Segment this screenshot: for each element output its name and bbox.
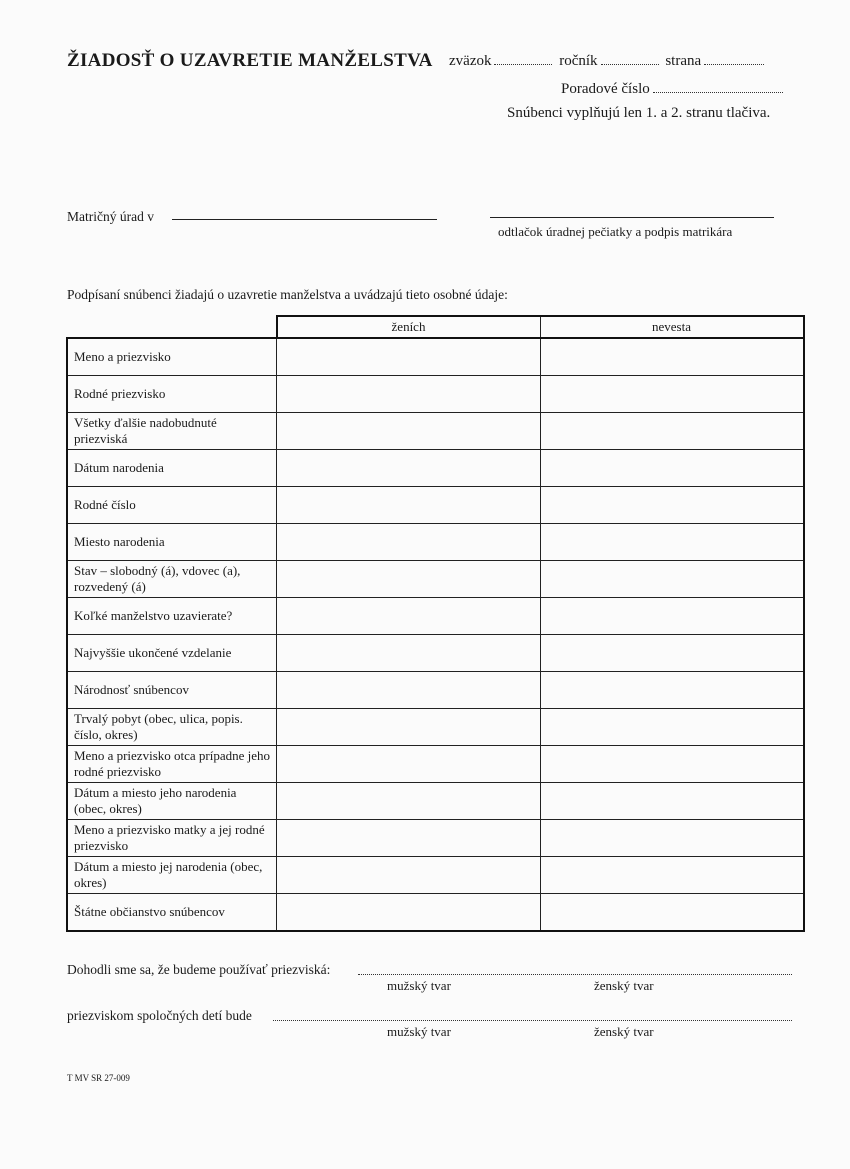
row-label: Koľké manželstvo uzavierate?: [67, 598, 277, 635]
page-field[interactable]: [704, 52, 764, 65]
bride-cell[interactable]: [540, 672, 804, 709]
children-surname-label: priezviskom spoločných detí bude: [67, 1008, 252, 1023]
groom-cell[interactable]: [277, 783, 541, 820]
row-label: Dátum a miesto jeho narodenia (obec, okres): [67, 783, 277, 820]
table-row: [67, 524, 804, 561]
row-label: Meno a priezvisko matky a jej rodné priezvisko: [67, 820, 277, 857]
table-row: [67, 487, 804, 524]
groom-cell[interactable]: [277, 487, 541, 524]
female-form-label: ženský tvar: [594, 1024, 654, 1039]
order-number-label: Poradové číslo: [561, 81, 650, 97]
table-row: [67, 338, 804, 376]
order-number-field[interactable]: [653, 80, 783, 93]
bride-cell[interactable]: [540, 487, 804, 524]
groom-cell[interactable]: [277, 672, 541, 709]
bride-cell[interactable]: [540, 709, 804, 746]
bride-cell[interactable]: [540, 894, 804, 932]
form-code: T MV SR 27-009: [67, 1073, 130, 1083]
page-label: strana: [665, 53, 702, 69]
row-label: Meno a priezvisko: [67, 338, 277, 376]
row-label: Dátum narodenia: [67, 450, 277, 487]
registry-office-label: Matričný úrad v: [67, 209, 154, 224]
table-header: [67, 316, 804, 338]
bride-cell[interactable]: [540, 413, 804, 450]
year-field[interactable]: [601, 52, 659, 65]
groom-cell[interactable]: [277, 524, 541, 561]
row-label: Meno a priezvisko otca prípadne jeho rodné priezvisko: [67, 746, 277, 783]
groom-cell[interactable]: [277, 746, 541, 783]
bride-cell[interactable]: [540, 820, 804, 857]
order-number: [561, 80, 786, 98]
children-surname-field[interactable]: [273, 1008, 792, 1021]
bride-cell[interactable]: [540, 376, 804, 413]
groom-cell[interactable]: [277, 413, 541, 450]
agreed-surnames-label: Dohodli sme sa, že budeme používať priezviská:: [67, 962, 331, 977]
groom-cell[interactable]: [277, 635, 541, 672]
form-title: ŽIADOSŤ O UZAVRETIE MANŽELSTVA: [67, 50, 433, 71]
table-row: [67, 598, 804, 635]
volume-year-page: [449, 52, 767, 70]
table-row: [67, 376, 804, 413]
column-groom: ženích: [277, 316, 541, 338]
table-row: [67, 450, 804, 487]
volume-label: zväzok: [449, 53, 492, 69]
bride-cell[interactable]: [540, 746, 804, 783]
bride-cell[interactable]: [540, 338, 804, 376]
stamp-line: [490, 217, 774, 218]
groom-cell[interactable]: [277, 598, 541, 635]
table-row: [67, 783, 804, 820]
female-form-label: ženský tvar: [594, 978, 654, 993]
year-label: ročník: [559, 53, 598, 69]
intro-text: Podpísaní snúbenci žiadajú o uzavretie manželstva a uvádzajú tieto osobné údaje:: [67, 287, 508, 302]
row-label: Rodné číslo: [67, 487, 277, 524]
bride-cell[interactable]: [540, 598, 804, 635]
table-row: [67, 635, 804, 672]
stamp-label: odtlačok úradnej pečiatky a podpis matrikára: [498, 224, 733, 239]
row-label: Trvalý pobyt (obec, ulica, popis. číslo, okres): [67, 709, 277, 746]
bride-cell[interactable]: [540, 857, 804, 894]
groom-cell[interactable]: [277, 857, 541, 894]
row-label: Stav – slobodný (á), vdovec (a), rozvedený (á): [67, 561, 277, 598]
groom-cell[interactable]: [277, 709, 541, 746]
table-row: [67, 894, 804, 932]
male-form-label: mužský tvar: [387, 1024, 451, 1039]
groom-cell[interactable]: [277, 376, 541, 413]
table-row: [67, 672, 804, 709]
table-row: [67, 746, 804, 783]
personal-data-table: [66, 315, 805, 932]
table-row: [67, 561, 804, 598]
bride-cell[interactable]: [540, 450, 804, 487]
row-label: Miesto narodenia: [67, 524, 277, 561]
bride-cell[interactable]: [540, 783, 804, 820]
row-label: Štátne občianstvo snúbencov: [67, 894, 277, 932]
row-label: Všetky ďalšie nadobudnuté priezviská: [67, 413, 277, 450]
bride-cell[interactable]: [540, 524, 804, 561]
male-form-label: mužský tvar: [387, 978, 451, 993]
table-row: [67, 709, 804, 746]
bride-cell[interactable]: [540, 561, 804, 598]
row-label: Najvyššie ukončené vzdelanie: [67, 635, 277, 672]
volume-field[interactable]: [494, 52, 552, 65]
instructions: Snúbenci vyplňujú len 1. a 2. stranu tlačiva.: [507, 105, 771, 121]
agreed-surnames-field[interactable]: [358, 962, 792, 975]
row-label: Národnosť snúbencov: [67, 672, 277, 709]
groom-cell[interactable]: [277, 450, 541, 487]
groom-cell[interactable]: [277, 338, 541, 376]
table-row: [67, 857, 804, 894]
row-label: Dátum a miesto jej narodenia (obec, okres): [67, 857, 277, 894]
table-row: [67, 413, 804, 450]
registry-office-field[interactable]: [172, 219, 437, 220]
table-row: [67, 820, 804, 857]
groom-cell[interactable]: [277, 561, 541, 598]
row-label: Rodné priezvisko: [67, 376, 277, 413]
groom-cell[interactable]: [277, 820, 541, 857]
groom-cell[interactable]: [277, 894, 541, 932]
column-bride: nevesta: [540, 316, 804, 338]
bride-cell[interactable]: [540, 635, 804, 672]
